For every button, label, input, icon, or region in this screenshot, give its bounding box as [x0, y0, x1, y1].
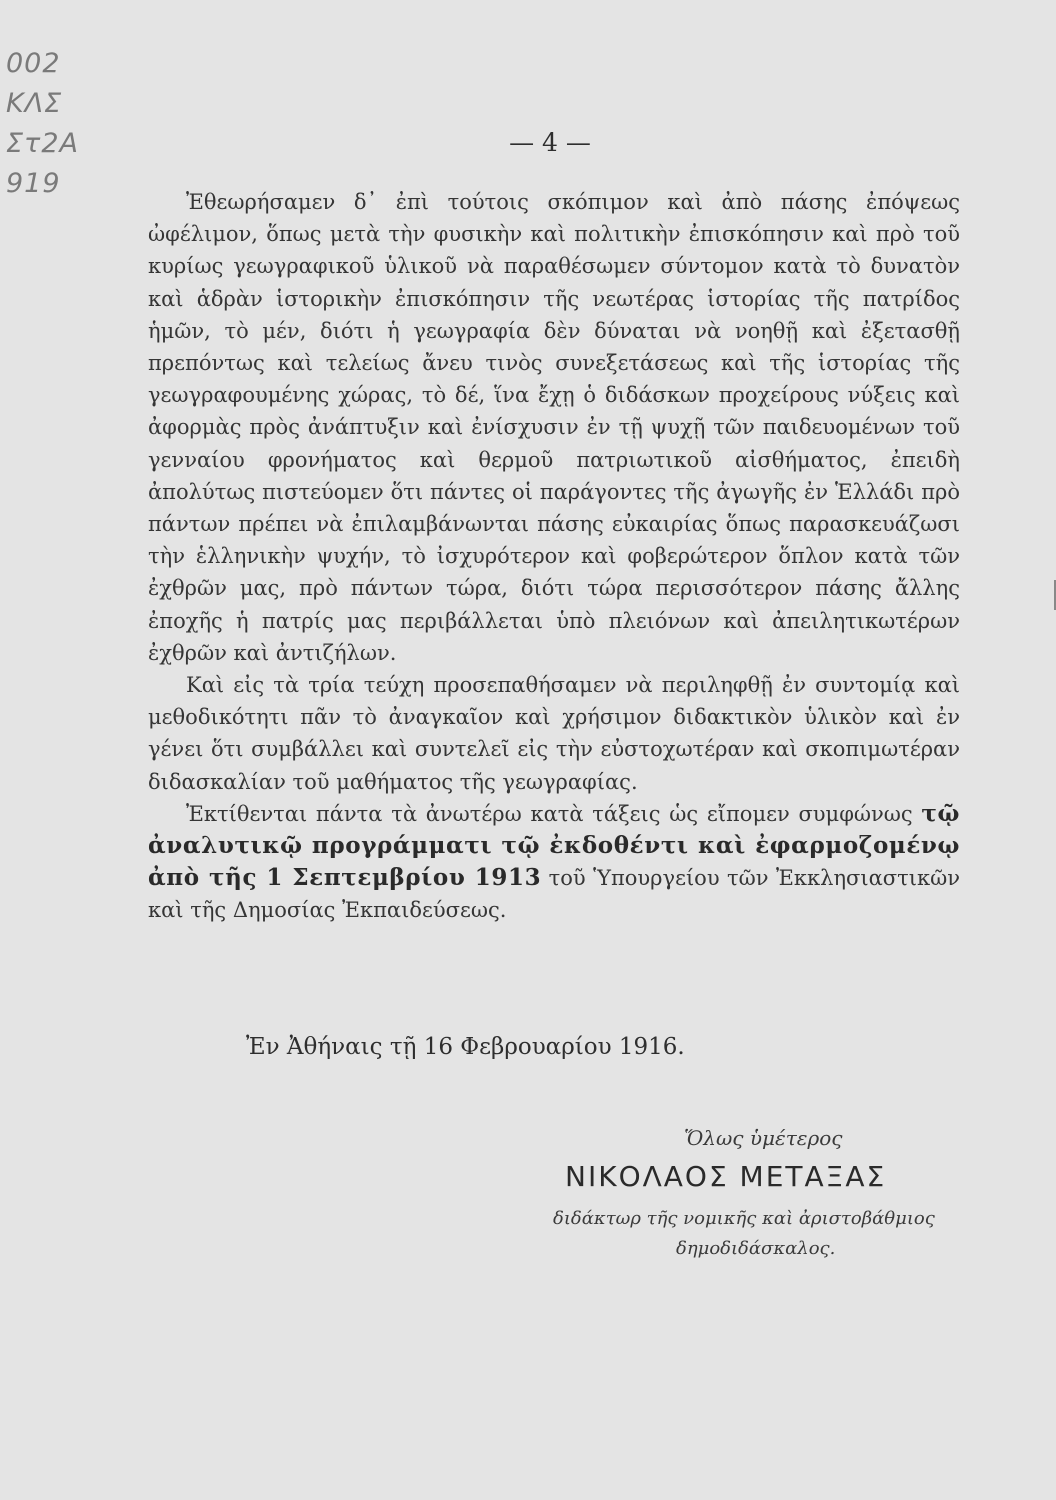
paragraph-1: Ἐθεωρήσαμεν δ᾽ ἐπὶ τούτοις σκόπιμον καὶ ἀπὸ πάσης ἐπόψεως ὠφέλιμον, ὅπως μετὰ τὴν φυσικὴν καὶ πολιτικὴν ἐπισκόπησιν καὶ πρὸ τοῦ κυρίως γεωγραφικοῦ ὑλικοῦ νὰ παραθέσωμεν σύντομον κατὰ τὸ δυνατὸν καὶ ἁδρὰν ἱστορικὴν ἐπισκόπησιν τῆς νεωτέρας ἱστορίας τῆς πατρίδος ἡμῶν, τὸ μέν, διότι ἡ γεωγραφία δὲν δύναται νὰ νοηθῇ καὶ ἐξετασθῇ πρεπόντως καὶ τελείως ἄνευ τινὸς συνεξετάσεως καὶ τῆς ἱστορίας τῆς γεωγραφουμένης χώρας, τὸ δέ, ἵνα ἔχῃ ὁ διδάσκων προχείρους νύξεις καὶ ἀφορμὰς πρὸς ἀνάπτυξιν καὶ ἐνίσχυσιν ἐν τῇ ψυχῇ τῶν παιδευομένων τοῦ γενναίου φρονήματος καὶ θερμοῦ πατριωτικοῦ αἰσθήματος, ἐπειδὴ ἀπολύτως πιστεύομεν ὅτι πάντες οἱ παράγοντες τῆς ἀγωγῆς ἐν Ἑλλάδι πρὸ πάντων πρέπει νὰ ἐπιλαμβάνωνται πάσης εὐκαιρίας ὅπως παρασκευάζωσι τὴν ἑλληνικὴν ψυχήν, τὸ ἰσχυρότερον καὶ φοβερώτερον ὅπλον κατὰ τῶν ἐχθρῶν μας, πρὸ πάντων τώρα, διότι τώρα περισσότερον πάσης ἄλλης ἐποχῆς ἡ πατρίς μας περιβάλλεται ὑπὸ πλειόνων καὶ ἀπειλητικωτέρων ἐχθρῶν καὶ ἀντιζήλων.	[148, 190, 960, 665]
paragraph-3-rest: τοῦ Ὑπουργείου τῶν Ἐκκλησιαστικῶν καὶ τῆς Δημοσίας Ἐκπαιδεύσεως.	[148, 866, 960, 923]
paragraph-3-intro: Ἐκτίθενται πάντα τὰ ἀνωτέρω κατὰ τάξεις ὡς εἴπομεν συμφώνως	[186, 801, 913, 826]
signature-title-line-1: διδάκτωρ τῆς νομικῆς καὶ ἀριστοβάθμιος	[553, 1208, 935, 1229]
paragraph-2: Καὶ εἰς τὰ τρία τεύχη προσεπαθήσαμεν νὰ περιληφθῇ ἐν συντομίᾳ καὶ μεθοδικότητι πᾶν τὸ ἀναγκαῖον καὶ χρήσιμον διδακτικὸν ὑλικὸν καὶ ἐν γένει ὅτι συμβάλλει καὶ συντελεῖ εἰς τὴν εὐστοχωτέραν καὶ σκοπιμωτέραν διδασκαλίαν τοῦ μαθήματος τῆς γεωγραφίας.	[148, 673, 960, 794]
page-number: — 4 —	[509, 128, 591, 157]
paragraph-3	[148, 798, 960, 927]
margin-note-2: ΚΛΣ	[6, 88, 63, 119]
body-text	[148, 186, 960, 927]
margin-note-3: Στ2Α	[6, 128, 79, 159]
dateline: Ἐν Ἀθήναις τῇ 16 Φεβρουαρίου 1916.	[246, 1034, 685, 1060]
margin-note-1: 002	[6, 48, 61, 79]
handwritten-margin-notes	[6, 44, 79, 204]
margin-note-4: 919	[6, 168, 61, 199]
signature-title-line-2: δημοδιδάσκαλος.	[676, 1238, 836, 1259]
paragraph-3-bold: τῷ ἀναλυτικῷ προγράμματι τῷ ἐκδοθέντι καὶ ἐφαρμοζομένῳ ἀπὸ τῆς 1 Σεπτεμβρίου 1913	[148, 799, 960, 892]
closing-salutation: Ὅλως ὑμέτερος	[684, 1126, 843, 1150]
signature-name: ΝΙΚΟΛΑΟΣ ΜΕΤΑΞΑΣ	[565, 1160, 887, 1193]
